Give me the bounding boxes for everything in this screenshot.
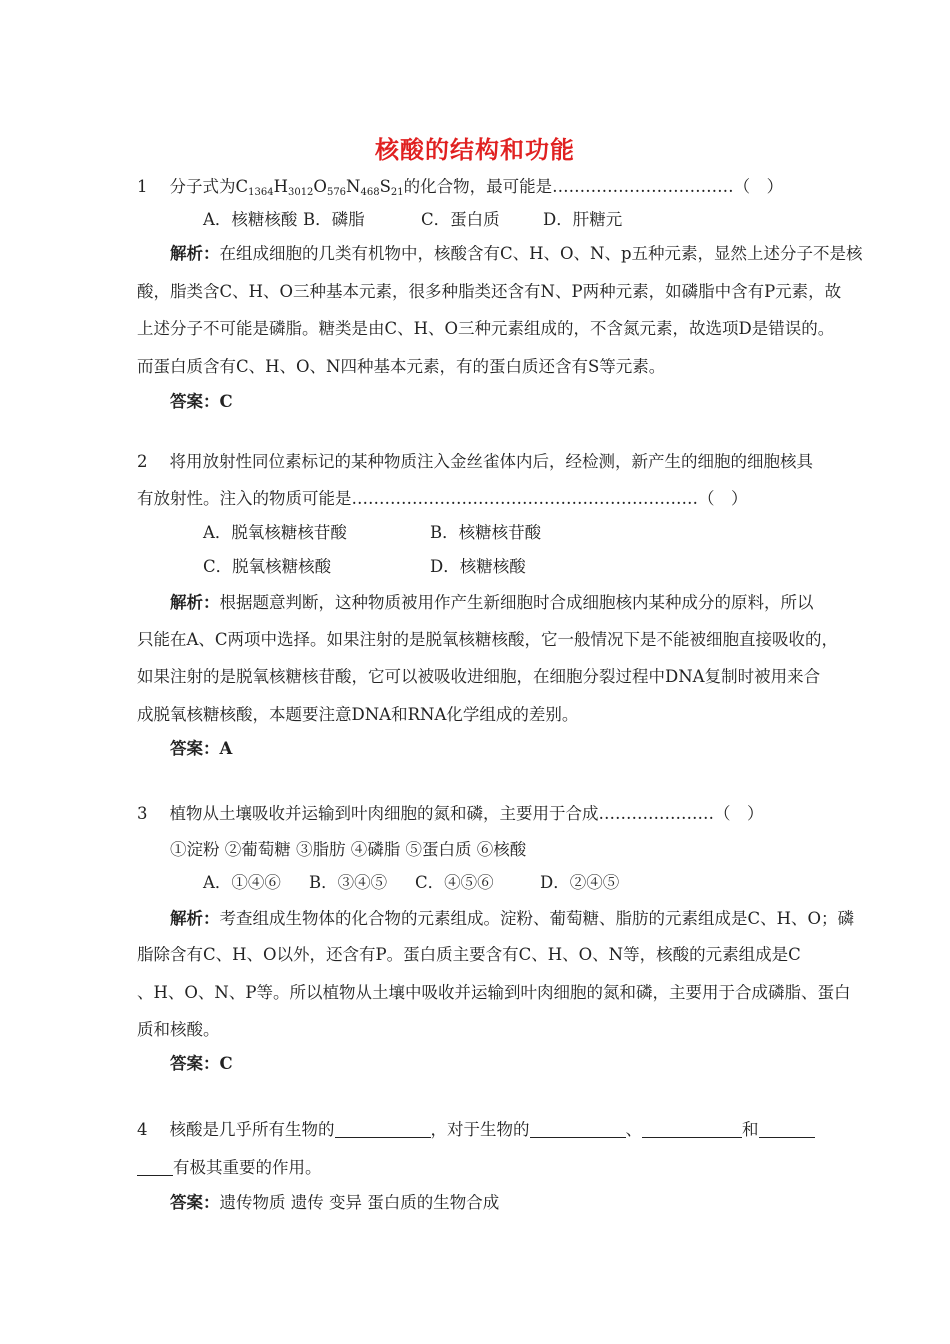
molecular-formula: $C_{1364}H_{3012}O_{576}N_{468}S_{21}$ [235,177,404,198]
fill-blank [137,1159,173,1176]
question-number: 1 [137,177,148,196]
option-d: D．②④⑤ [540,873,620,892]
question-2-options-row [203,556,526,578]
option-a: A．①④⑥ [203,873,281,892]
fill-blank [759,1121,815,1138]
answer-label: 答案： [170,1193,220,1212]
question-number: 2 [137,452,148,471]
option-b: B．磷脂 [303,210,365,229]
option-c: C．蛋白质 [421,210,500,229]
question-1-analysis-line: 而蛋白质含有C、H、O、N四种基本元素，有的蛋白质还含有S等元素。 [137,357,666,376]
question-3-analysis-line: 、H、O、N、P等。所以植物从土壤中吸收并运输到叶肉细胞的氮和磷，主要用于合成磷脂、蛋白 [137,983,851,1002]
question-2-stem: 2 将用放射性同位素标记的某种物质注入金丝雀体内后，经检测，新产生的细胞的细胞核具 [137,452,813,471]
question-number: 4 [137,1120,148,1139]
option-b: B．核糖核苷酸 [430,523,542,542]
question-2-analysis-line: 只能在A、C两项中选择。如果注射的是脱氧核糖核酸，它一般情况下是不能被细胞直接吸收的， [137,630,839,649]
question-3-answer: 答案：C [170,1054,233,1073]
analysis-label: 解析： [170,909,220,928]
fill-blank [335,1121,431,1138]
page-title: 核酸的结构和功能 [375,135,575,164]
question-1-options [203,209,622,231]
option-a: A．核糖核酸 [203,210,298,229]
question-1-analysis-line: 解析：在组成细胞的几类有机物中，核酸含有C、H、O、N、p五种元素，显然上述分子不是核 [170,244,863,263]
question-1-analysis-line: 酸，脂类含C、H、O三种基本元素，很多种脂类还含有N、P两种元素，如磷脂中含有P元素，故 [137,282,842,301]
question-3-analysis-line: 脂除含有C、H、O以外，还含有P。蛋白质主要含有C、H、O、N等，核酸的元素组成是C [137,945,801,964]
option-c: C．脱氧核糖核酸 [203,557,332,576]
question-2-analysis-line: 如果注射的是脱氧核糖核苷酸，它可以被吸收进细胞，在细胞分裂过程中DNA复制时被用来合 [137,667,821,686]
question-3-items: ①淀粉 ②葡萄糖 ③脂肪 ④磷脂 ⑤蛋白质 ⑥核酸 [170,840,527,859]
question-3-analysis-line: 质和核酸。 [137,1020,220,1039]
analysis-label: 解析： [170,244,220,263]
question-number: 3 [137,804,148,823]
option-a: A．脱氧核糖核苷酸 [203,523,347,542]
question-1-stem: 1 分子式为$C_{1364}H_{3012}O_{576}N_{468}S_{21}$的化合物，最可能是……………………………（ ） [137,177,784,198]
question-3-options [203,872,619,894]
question-1-analysis-line: 上述分子不可能是磷脂。糖类是由C、H、O三种元素组成的，不含氮元素，故选项D是错误的。 [137,319,835,338]
question-2-stem: 有放射性。注入的物质可能是………………………………………………………（ ） [137,489,748,508]
option-c: C．④⑤⑥ [415,873,494,892]
question-3-analysis-line: 解析：考查组成生物体的化合物的元素组成。淀粉、葡萄糖、脂肪的元素组成是C、H、O；磷 [170,909,855,928]
analysis-label: 解析： [170,593,220,612]
question-2-analysis-line: 成脱氧核糖核酸，本题要注意DNA和RNA化学组成的差别。 [137,705,579,724]
question-2-options-row [203,522,541,544]
option-b: B．③④⑤ [309,873,388,892]
question-4-stem-cont: 有极其重要的作用。 [137,1157,322,1179]
question-2-analysis-line: 解析：根据题意判断，这种物质被用作产生新细胞时合成细胞核内某种成分的原料，所以 [170,593,814,612]
question-3-stem: 3 植物从土壤吸收并运输到叶肉细胞的氮和磷，主要用于合成…………………（ ） [137,804,764,823]
question-4-answer: 答案：遗传物质 遗传 变异 蛋白质的生物合成 [170,1193,500,1212]
question-4-stem: 4 核酸是几乎所有生物的 ，对于生物的 、 和 [137,1119,815,1141]
fill-blank [642,1121,742,1138]
option-d: D．核糖核酸 [430,557,526,576]
option-d: D．肝糖元 [543,210,623,229]
question-1-answer: 答案：C [170,392,233,411]
fill-blank [530,1121,626,1138]
question-2-answer: 答案：A [170,739,233,758]
